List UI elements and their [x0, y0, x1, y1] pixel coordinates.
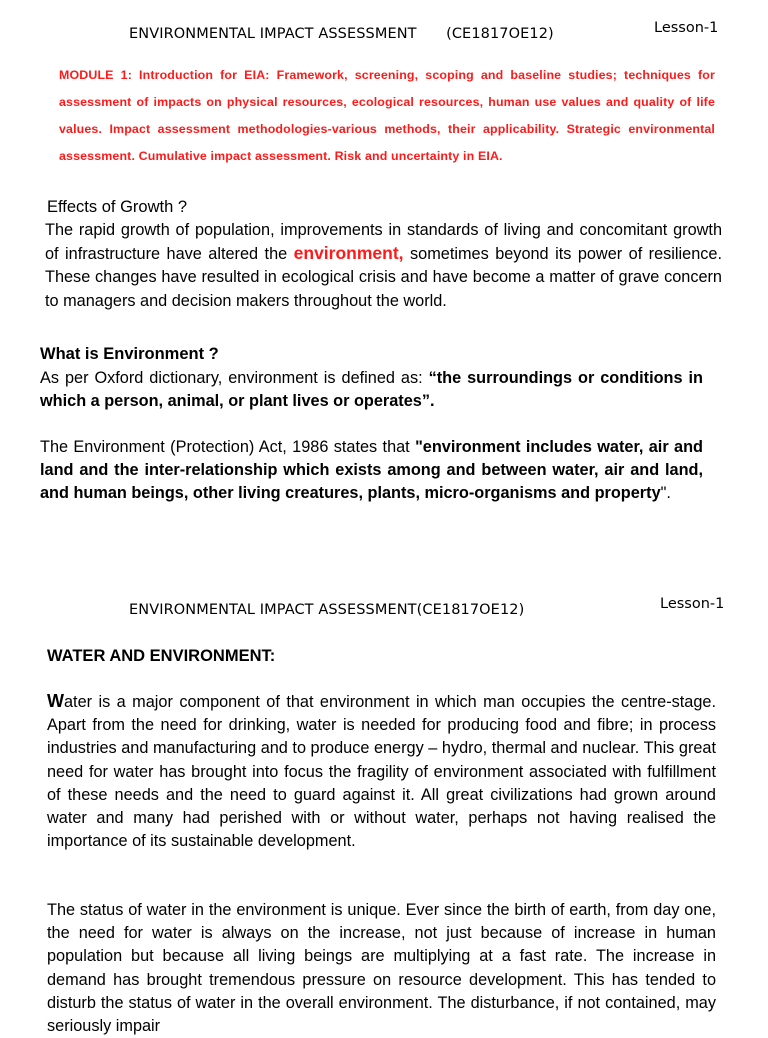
page1-header-title — [129, 26, 554, 42]
page2-header-title: ENVIRONMENTAL IMPACT ASSESSMENT(CE1817OE12) — [129, 602, 525, 618]
effects-text-after: sometimes beyond its power of resilience. These changes have resulted in ecological crisis and have become a matter of grave concern to managers and decision makers throughout the world. — [45, 245, 722, 310]
protection-act-paragraph — [40, 436, 703, 506]
oxford-prefix: As per Oxford dictionary, environment is defined as: — [40, 369, 423, 387]
oxford-definition-paragraph — [40, 367, 703, 413]
page1-header-title-text: ENVIRONMENTAL IMPACT ASSESSMENT — [129, 26, 417, 42]
effects-of-growth-paragraph — [45, 219, 722, 313]
act-suffix: ". — [660, 484, 671, 503]
page2-lesson-label: Lesson-1 — [660, 596, 725, 612]
page1-header-course-code: (CE1817OE12) — [446, 26, 554, 42]
effects-of-growth-heading: Effects of Growth ? — [47, 198, 188, 216]
water-environment-heading: WATER AND ENVIRONMENT: — [47, 647, 276, 665]
drop-letter-w: W — [47, 691, 64, 711]
water-paragraph-1-text: ater is a major component of that environment in which man occupies the centre-stage. Apart from the need for drinking, water is needed for producing food and fibre; in process industries and manufacturing and to produce energy – hydro, thermal and nuclear. This great need for water has brought into focus the fragility of environment associated with fulfillment of these needs and the need to guard against it. All great civilizations had grown around water and many had perished with or without water, perhaps not having realised the importance of its sustainable development. — [47, 693, 716, 851]
act-definition: "environment includes water, air and land and the inter-relationship which exists among and between water, air and land, and human beings, other living creatures, plants, micro-organisms and property — [40, 438, 703, 503]
water-paragraph-1 — [47, 690, 716, 853]
module-description: MODULE 1: Introduction for EIA: Framework, screening, scoping and baseline studies; techniques for assessment of impacts on physical resources, ecological resources, human use values and quality of life values. Impact assessment methodologies-various methods, their applicability. Strategic environmental assessment. Cumulative impact assessment. Risk and uncertainty in EIA. — [59, 68, 715, 163]
effects-text-before: The rapid growth of population, improvements in standards of living and concomitant growth of infrastructure have altered the — [45, 221, 722, 264]
act-prefix: The Environment (Protection) Act, 1986 states that — [40, 438, 410, 456]
environment-highlight: environment, — [293, 243, 404, 264]
oxford-definition: “the surroundings or conditions in which a person, animal, or plant lives or operates”. — [40, 369, 703, 411]
water-paragraph-2: The status of water in the environment is unique. Ever since the birth of earth, from day one, the need for water is always on the increase, not just because of increase in human population but because all living beings are multiplying at a fast rate. The increase in demand has brought tremendous pressure on resource development. This has tended to disturb the status of water in the overall environment. The disturbance, if not contained, may seriously impair — [47, 901, 716, 1036]
page1-lesson-label: Lesson-1 — [654, 20, 719, 36]
what-is-environment-heading: What is Environment ? — [40, 345, 219, 363]
